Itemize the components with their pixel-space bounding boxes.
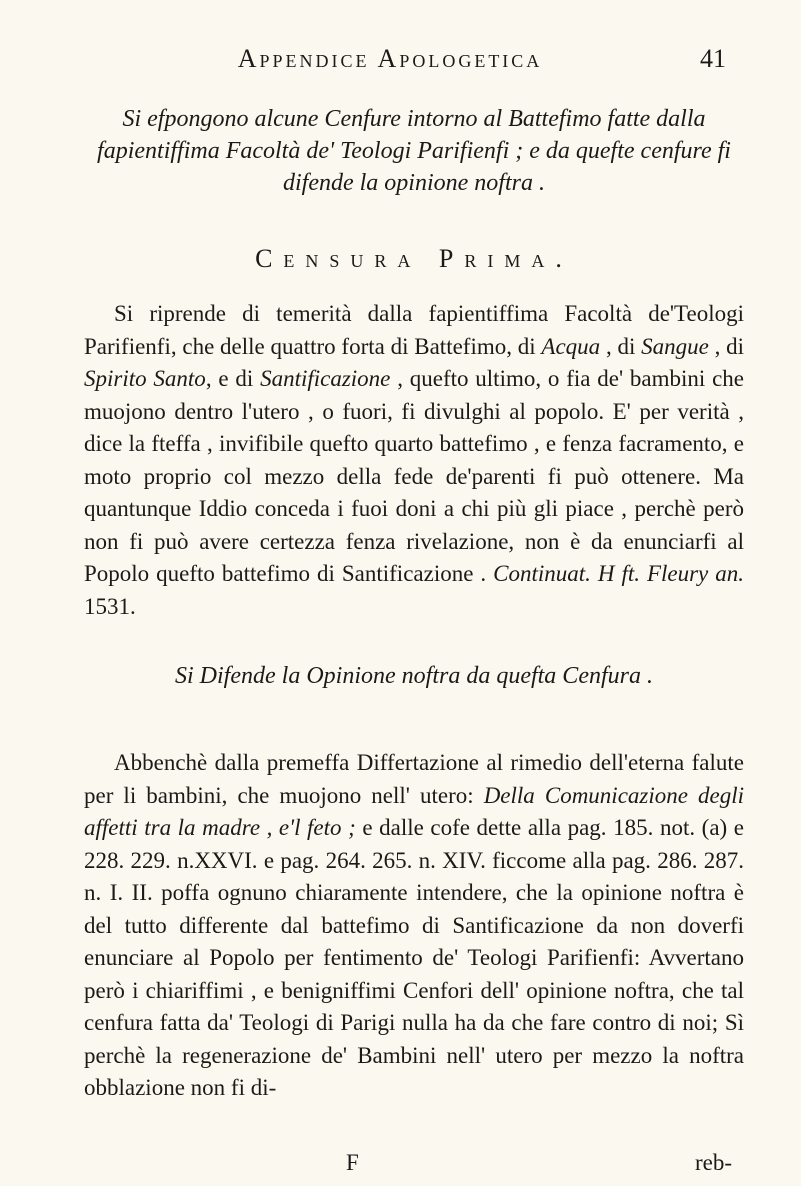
text-run: , quefto ultimo, o fia de' bambini che muojono dentro l'utero , o fuori, fi divulghi al popolo. E' per verità , dice la fteffa , invifibile quefto quarto battefimo , e fenza facramento, e moto proprio col mezzo della fede de'parenti fi può ottenere. Ma quantunque Iddio conceda i fuoi doni a chi più gli piace , perchè però non fi può avere certezza fenza rivelazione, non è da enunciarfi al Popolo quefto battefimo di Santificazione . <box>84 366 744 586</box>
running-title: Appendice Apologetica <box>237 44 543 73</box>
page-footer <box>84 1150 744 1182</box>
term-santificazione: Santificazione <box>260 366 391 391</box>
text-run: Si riprende di temerità dalla fapientiffima Facoltà de'Teologi Parifienfi, che delle quattro forta di Battefimo, di <box>84 301 744 359</box>
text-run: 1531. <box>84 593 136 619</box>
paragraph-censure <box>84 298 744 623</box>
text-run: Abbenchè dalla premeffa Differtazione al rimedio dell'eterna falute per li bambini, che muojono nell' utero: <box>84 750 744 808</box>
catchword: reb- <box>694 1150 732 1175</box>
term-acqua: Acqua <box>541 333 601 359</box>
section-intro: Si efpongono alcune Cenfure intorno al Battefimo fatte dalla fapientiffima Facoltà de' Teologi Parifienfi ; e da quefte cenfure fi difende la opinione noftra . <box>97 106 731 196</box>
text-run: , di <box>708 333 745 359</box>
term-spirito-santo: Spirito Santo <box>84 366 206 391</box>
citation: Continuat. H ft. Fleury an. <box>493 561 744 586</box>
running-head <box>0 44 801 84</box>
text-run: , di <box>600 333 642 359</box>
term-sangue: Sangue <box>641 333 709 359</box>
work-title: Della Comunicazione degli affetti tra la madre , e'l feto ; <box>84 782 744 840</box>
signature-mark: F <box>346 1150 359 1175</box>
text-run: , e di <box>205 366 261 391</box>
text-run: e dalle cofe dette alla pag. 185. not. (a) e 228. 229. n.XXVI. e pag. 264. 265. n. XIV. ficcome alla pag. 286. 287. n. I. II. poffa ognuno chiaramente intendere, che la opinione noftra è del tutto differente dal battefimo di Santificazione da non doverfi enunciare al Popolo per fentimento de' Teologi Parifienfi: Avvertano però i chiariffimi , e benigniffimi Cenfori dell' opinione noftra, che tal cenfura fatta da' Teologi di Parigi nulla ha da che fare contro di noi; Sì perchè la regenerazione de' Bambini nell' utero per mezzo la noftra obblazione non fi di- <box>84 815 744 1100</box>
page-number: 41 <box>700 44 726 73</box>
defense-heading: Si Difende la Opinione noftra da quefta Cenfura . <box>175 663 653 689</box>
paragraph-defense <box>84 747 744 1105</box>
censure-heading: Censura Prima. <box>255 244 573 273</box>
